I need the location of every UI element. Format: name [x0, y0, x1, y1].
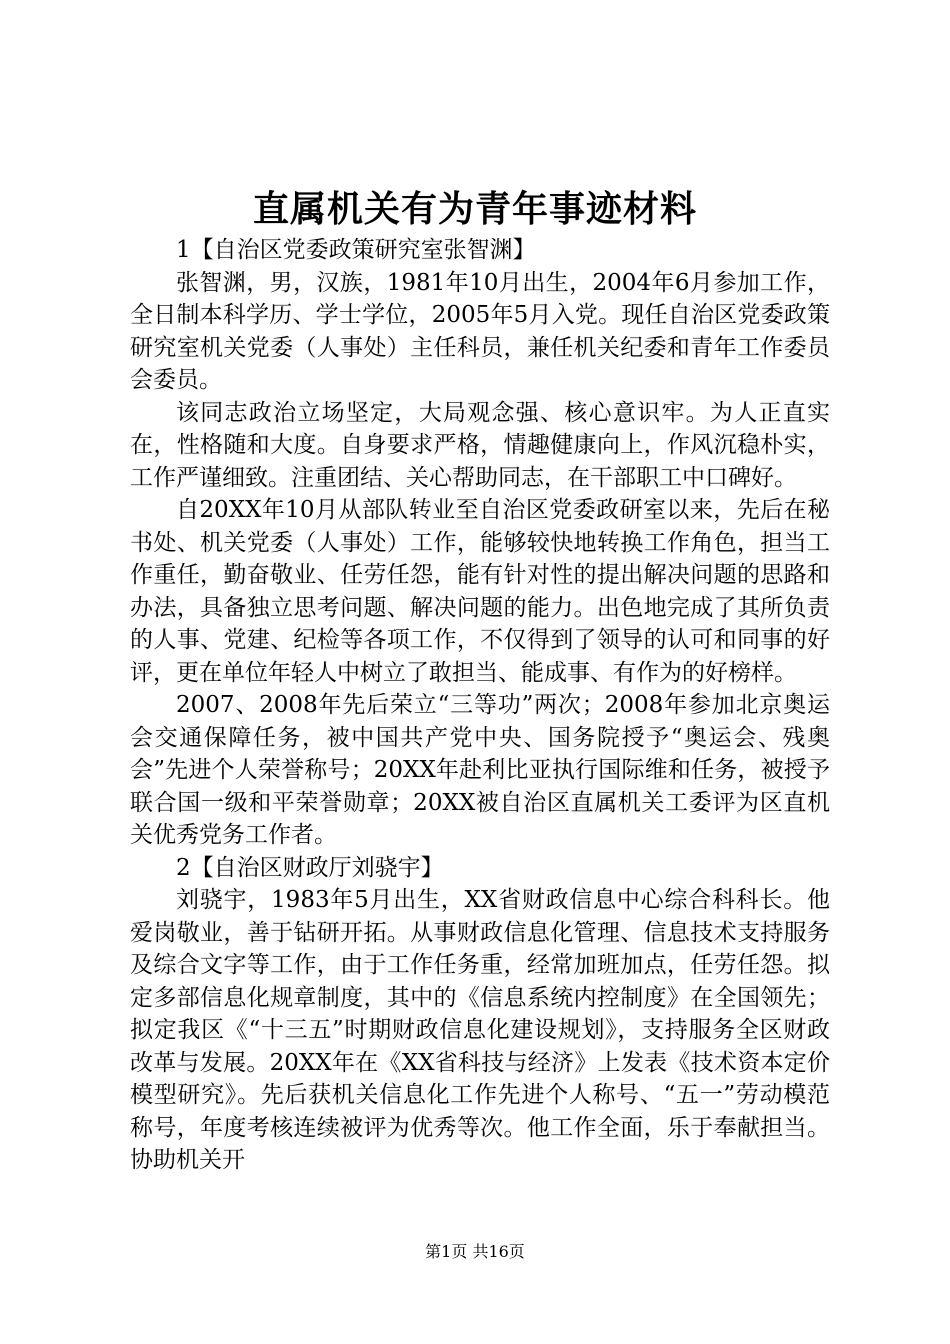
body-paragraph: 该同志政治立场坚定，大局观念强、核心意识牢。为人正直实在，性格随和大度。自身要求严格，情趣健康向上，作风沉稳朴实，工作严谨细致。注重团结、关心帮助同志，在干部职工中口碑好。	[130, 399, 830, 491]
section-heading: 1【自治区党委政策研究室张智渊】	[176, 237, 536, 263]
document-title: 直属机关有为青年事迹材料	[252, 188, 697, 230]
body-paragraph: 自20XX年10月从部队转业至自治区党委政研室以来，先后在秘书处、机关党委（人事处）工作，能够较快地转换工作角色，担当工作重任，勤奋敬业、任劳任怨，能有针对性的提出解决问题的思路和办法，具备独立思考问题、解决问题的能力。出色地完成了其所负责的人事、党建、纪检等各项工作，不仅得到了领导的认可和同事的好评，更在单位年轻人中树立了敢担当、能成事、有作为的好榜样。	[130, 497, 830, 686]
body-paragraph: 刘骁宇，1983年5月出生，XX省财政信息中心综合科科长。他爱岗敬业，善于钻研开拓。从事财政信息化管理、信息技术支持服务及综合文字等工作，由于工作任务重，经常加班加点，任劳任怨。拟定多部信息化规章制度，其中的《信息系统内控制度》在全国领先；拟定我区《“十三五”时期财政信息化建设规划》，支持服务全区财政改革与发展。20XX年在《XX省科技与经济》上发表《技术资本定价模型研究》。先后获机关信息化工作先进个人称号、“五一”劳动模范称号，年度考核连续被评为优秀等次。他工作全面，乐于奉献担当。协助机关开	[130, 887, 830, 1173]
document-body	[130, 234, 830, 1177]
section-heading: 2【自治区财政厅刘骁宇】	[176, 854, 444, 881]
page-footer: 第1页 共16页	[425, 1242, 525, 1261]
body-paragraph: 2007、2008年先后荣立“三等功”两次；2008年参加北京奥运会交通保障任务，被中国共产党中央、国务院授予“奥运会、残奥会”先进个人荣誉称号；20XX年赴利比亚执行国际维和任务，被授予联合国一级和平荣誉勋章；20XX被自治区直属机关工委评为区直机关优秀党务工作者。	[130, 692, 830, 848]
body-paragraph: 张智渊，男，汉族，1981年10月出生，2004年6月参加工作，全日制本科学历、学士学位，2005年5月入党。现任自治区党委政策研究室机关党委（人事处）主任科员，兼任机关纪委和青年工作委员会委员。	[130, 269, 830, 393]
